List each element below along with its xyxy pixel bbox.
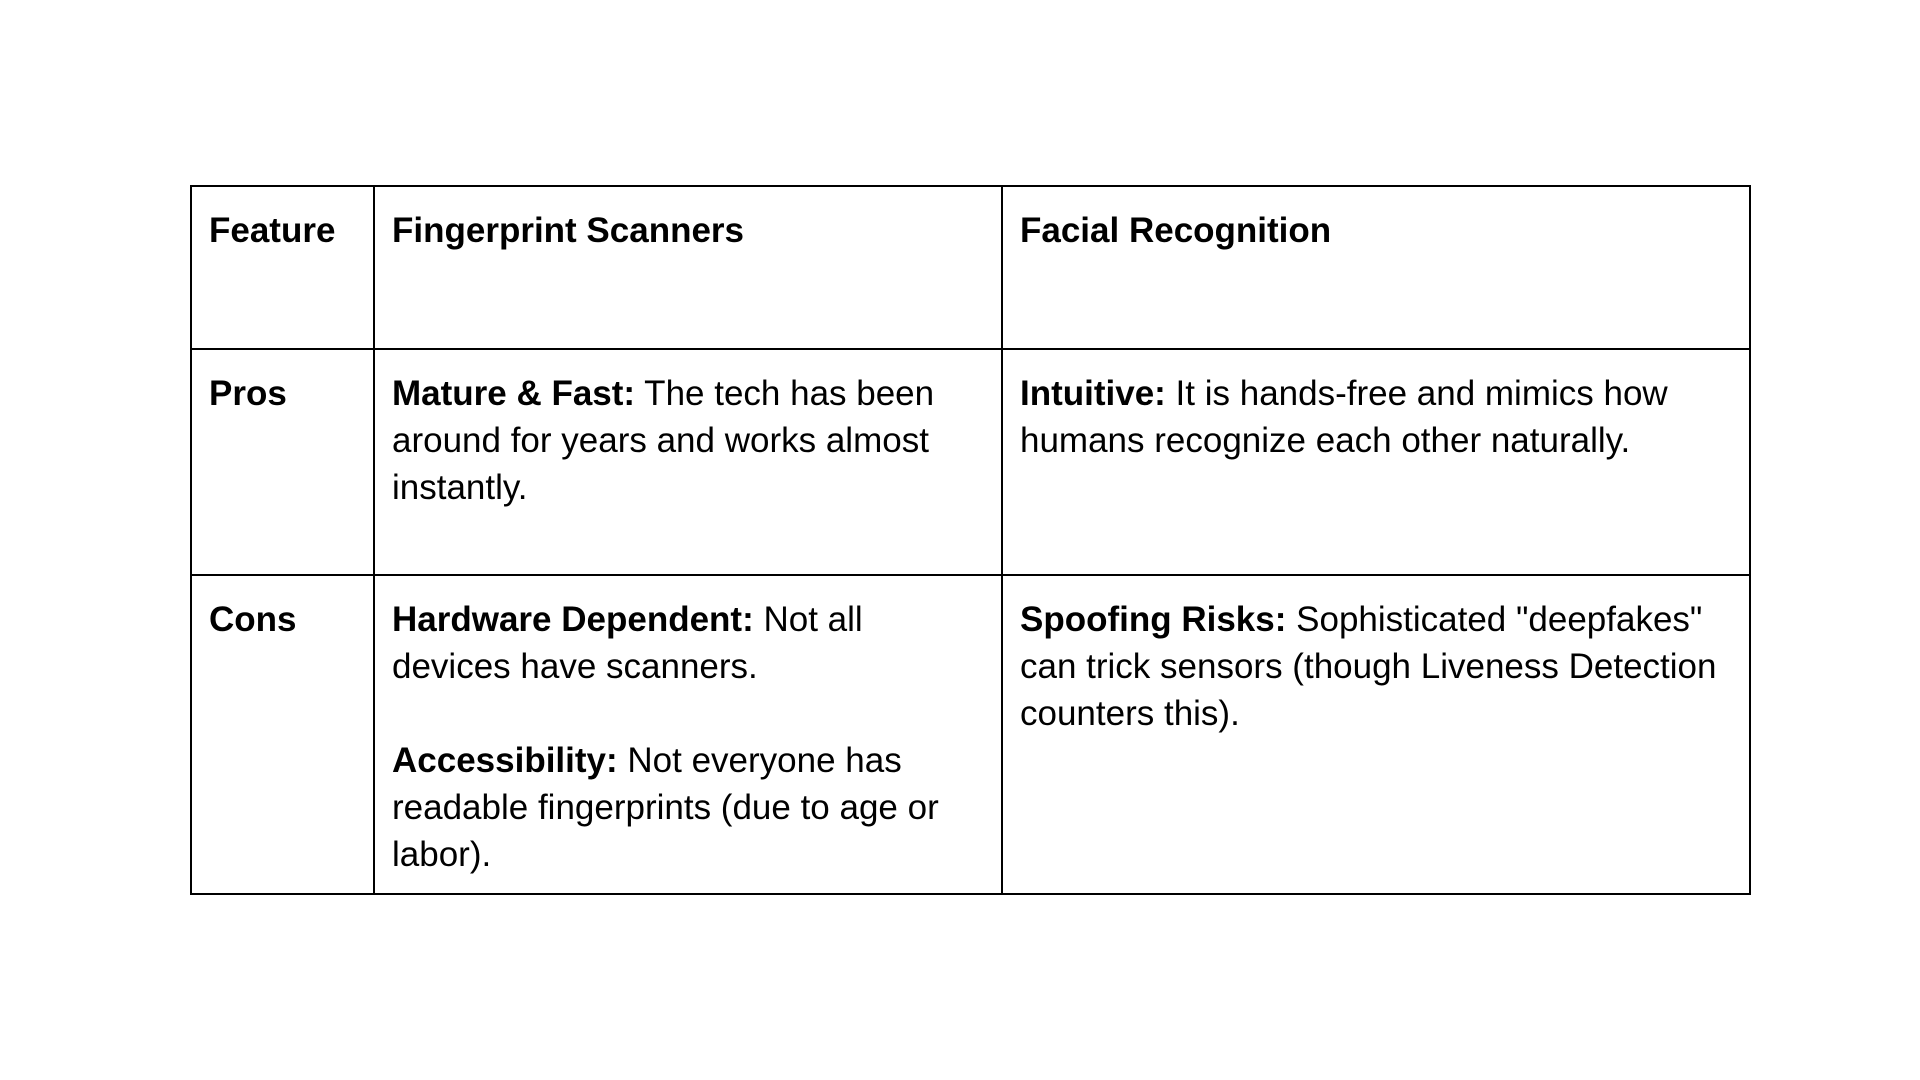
pros-label: Pros xyxy=(209,374,287,413)
pros-facial-term: Intuitive: xyxy=(1020,374,1166,413)
pros-facial-text: It is hands-free and mimics how humans recognize each other naturally. xyxy=(1020,374,1668,460)
pros-fingerprint-term: Mature & Fast: xyxy=(392,374,636,413)
cons-fingerprint-term-1: Hardware Dependent: xyxy=(392,600,754,639)
pros-fingerprint-text: The tech has been around for years and works almost instantly. xyxy=(392,374,935,507)
cons-facial-text: Sophisticated "deepfakes" can trick sensors (though Liveness Detection counters this). xyxy=(1020,600,1717,733)
pros-label-cell xyxy=(191,349,374,575)
pros-facial-cell xyxy=(1002,349,1750,575)
cons-fingerprint-cell xyxy=(374,575,1002,894)
header-facial-recognition: Facial Recognition xyxy=(1020,211,1332,250)
header-fingerprint-cell xyxy=(374,186,1002,349)
comparison-table-container xyxy=(190,185,1749,895)
cons-fingerprint-text-2: Not everyone has readable fingerprints (due to age or labor). xyxy=(392,741,939,874)
cons-facial-cell xyxy=(1002,575,1750,894)
cons-fingerprint-text-1: Not all devices have scanners. xyxy=(392,600,863,686)
cons-facial-term: Spoofing Risks: xyxy=(1020,600,1287,639)
table-header-row xyxy=(191,186,1750,349)
cons-label: Cons xyxy=(209,600,297,639)
comparison-table xyxy=(190,185,1751,895)
cons-fingerprint-paragraph-1 xyxy=(392,596,985,690)
pros-fingerprint-cell xyxy=(374,349,1002,575)
table-row-cons xyxy=(191,575,1750,894)
table-row-pros xyxy=(191,349,1750,575)
cons-fingerprint-term-2: Accessibility: xyxy=(392,741,618,780)
header-facial-cell xyxy=(1002,186,1750,349)
header-fingerprint-scanners: Fingerprint Scanners xyxy=(392,211,745,250)
cons-fingerprint-paragraph-2 xyxy=(392,737,985,878)
header-feature-cell xyxy=(191,186,374,349)
header-feature: Feature xyxy=(209,211,336,250)
cons-label-cell xyxy=(191,575,374,894)
paragraph-spacer xyxy=(392,690,985,737)
